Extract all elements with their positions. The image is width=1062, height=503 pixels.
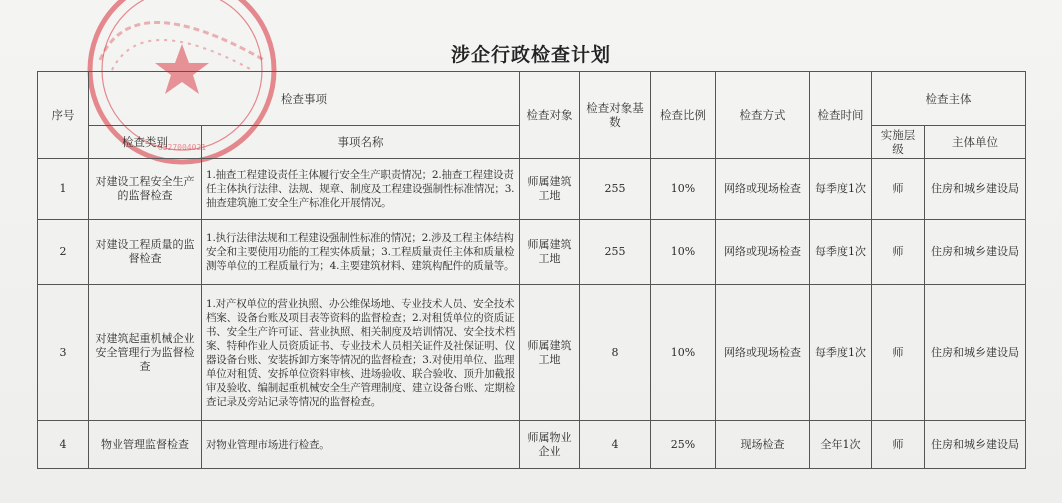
cell-time: 每季度1次 (810, 159, 872, 220)
table-row (38, 220, 1026, 285)
cell-target: 师属建筑工地 (520, 285, 580, 421)
cell-ratio: 10% (651, 220, 716, 285)
header-item-name: 事项名称 (202, 126, 520, 159)
header-unit: 主体单位 (925, 126, 1026, 159)
cell-unit: 住房和城乡建设局 (925, 285, 1026, 421)
cell-seq: 3 (38, 285, 89, 421)
cell-ratio: 10% (651, 285, 716, 421)
cell-method: 现场检查 (716, 421, 810, 469)
cell-time: 每季度1次 (810, 285, 872, 421)
inspection-plan-table (37, 71, 1026, 469)
cell-ratio: 25% (651, 421, 716, 469)
header-base: 检查对象基数 (580, 72, 651, 159)
table-row (38, 159, 1026, 220)
cell-base: 8 (580, 285, 651, 421)
cell-base: 255 (580, 159, 651, 220)
header-row-1 (38, 72, 1026, 126)
cell-unit: 住房和城乡建设局 (925, 220, 1026, 285)
page-title: 涉企行政检查计划 (450, 44, 611, 66)
seal-serial: 6527004021 (157, 143, 207, 152)
cell-base: 4 (580, 421, 651, 469)
cell-level: 师 (872, 220, 925, 285)
header-method: 检查方式 (716, 72, 810, 159)
cell-item-name: 1.执行法律法规和工程建设强制性标准的情况；2.涉及工程主体结构安全和主要使用功能的工程实体质量；3.工程质量责任主体和质量检测等单位的工程质量行为；4.主要建筑材料、建筑构配件的质量等。 (202, 220, 520, 285)
cell-target: 师属物业企业 (520, 421, 580, 469)
table-row (38, 285, 1026, 421)
header-time: 检查时间 (810, 72, 872, 159)
cell-category: 对建设工程安全生产的监督检查 (89, 159, 202, 220)
header-seq: 序号 (38, 72, 89, 159)
header-target: 检查对象 (520, 72, 580, 159)
cell-method: 网络或现场检查 (716, 285, 810, 421)
cell-seq: 1 (38, 159, 89, 220)
cell-item-name: 对物业管理市场进行检查。 (202, 421, 520, 469)
cell-item-name: 1.抽查工程建设责任主体履行安全生产职责情况；2.抽查工程建设责任主体执行法律、法规、规章、制度及工程建设强制性标准情况；3.抽查建筑施工安全生产标准化开展情况。 (202, 159, 520, 220)
cell-target: 师属建筑工地 (520, 159, 580, 220)
cell-seq: 4 (38, 421, 89, 469)
cell-level: 师 (872, 285, 925, 421)
cell-item-name: 1.对产权单位的营业执照、办公维保场地、专业技术人员、安全技术档案、设备台账及项目表等资料的监督检查；2.对租赁单位的资质证书、安全生产许可证、营业执照、相关制度及培训情况、安全技术档案、特种作业人员资质证书、专业技术人员相关证件及社保证明、仪器设备台账、安装拆卸方案等情况的监督检查；3.对使用单位、监理单位对租赁、安拆单位资料审核、进场验收、联合验收、顶升加截报审及验收、编制起重机械安全生产管理制度、建立设备台账、定期检查记录及旁站记录等情况的监督检查。 (202, 285, 520, 421)
cell-level: 师 (872, 421, 925, 469)
cell-time: 全年1次 (810, 421, 872, 469)
table-row (38, 421, 1026, 469)
cell-seq: 2 (38, 220, 89, 285)
cell-unit: 住房和城乡建设局 (925, 159, 1026, 220)
cell-method: 网络或现场检查 (716, 159, 810, 220)
cell-time: 每季度1次 (810, 220, 872, 285)
header-items: 检查事项 (89, 72, 520, 126)
header-category: 检查类别 (89, 126, 202, 159)
cell-target: 师属建筑工地 (520, 220, 580, 285)
cell-category: 对建筑起重机械企业安全管理行为监督检查 (89, 285, 202, 421)
header-ratio: 检查比例 (651, 72, 716, 159)
cell-category: 物业管理监督检查 (89, 421, 202, 469)
cell-unit: 住房和城乡建设局 (925, 421, 1026, 469)
cell-level: 师 (872, 159, 925, 220)
cell-base: 255 (580, 220, 651, 285)
cell-ratio: 10% (651, 159, 716, 220)
cell-category: 对建设工程质量的监督检查 (89, 220, 202, 285)
header-subject: 检查主体 (872, 72, 1026, 126)
cell-method: 网络或现场检查 (716, 220, 810, 285)
header-level: 实施层级 (872, 126, 925, 159)
